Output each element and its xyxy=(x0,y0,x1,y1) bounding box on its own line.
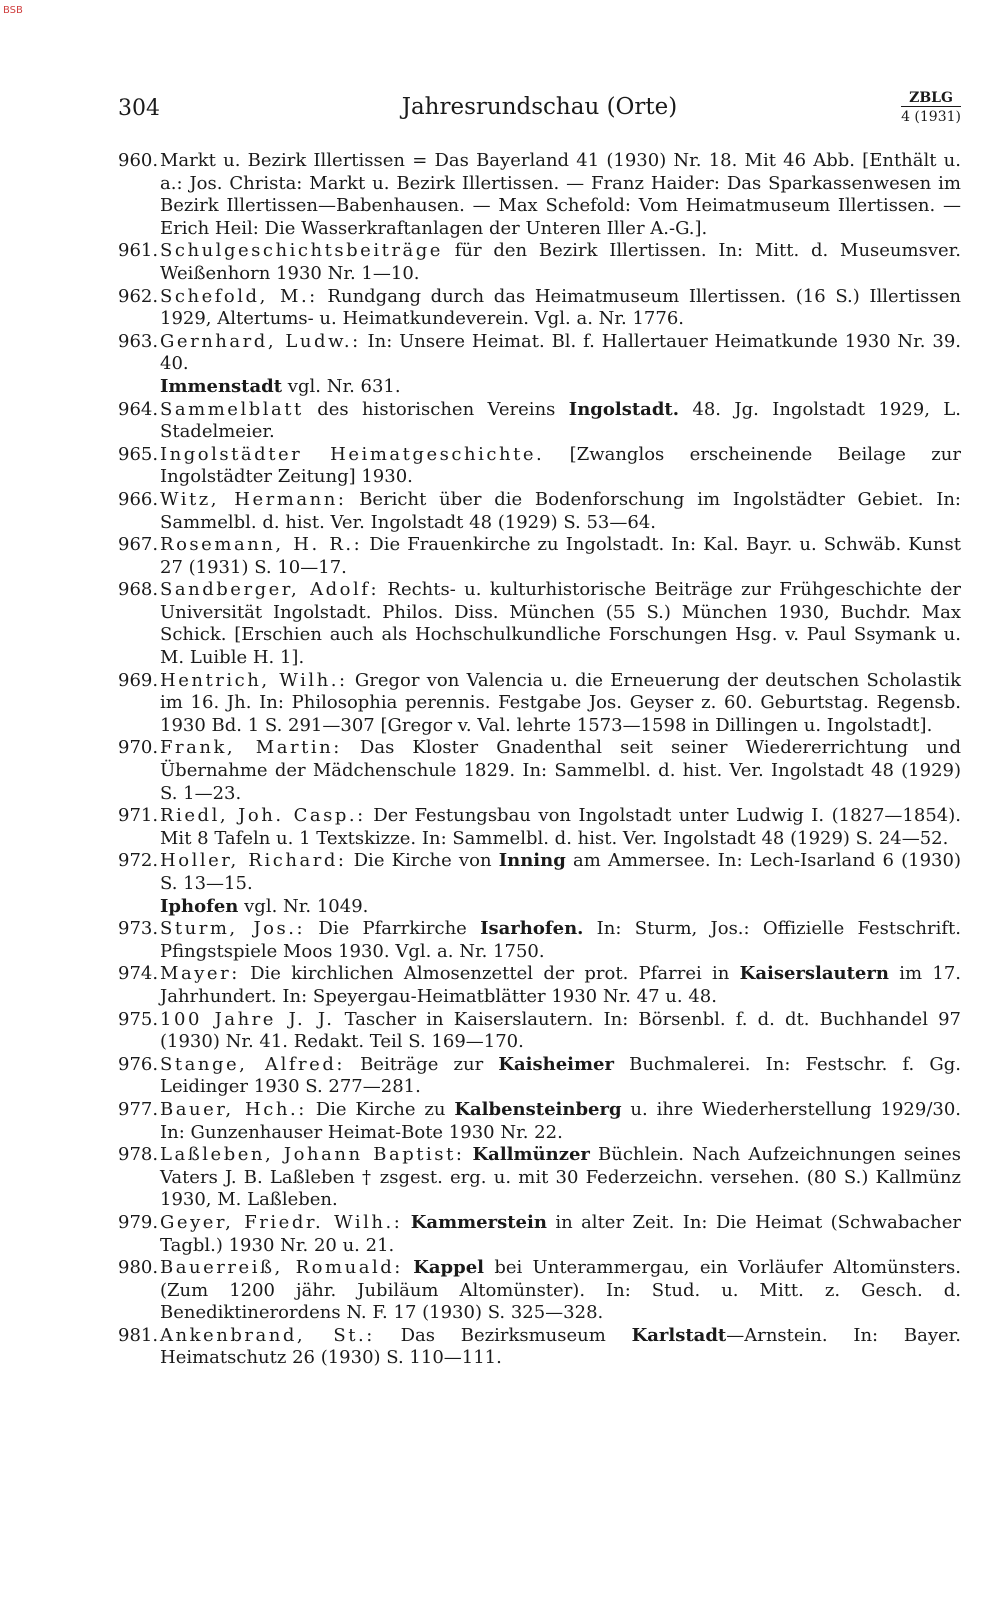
bibliography-entry xyxy=(118,286,961,331)
entry-number: 968. xyxy=(118,579,159,601)
entry-author: Ingolstädter Heimatgeschichte. xyxy=(160,443,545,465)
entry-author: Hentrich, Wilh.: xyxy=(160,669,348,691)
journal-ref xyxy=(901,90,961,125)
entry-text: Die Pfarrkirche Isarhofen. In: Sturm, Jos.: Offizielle Festschrift. Pfingstspiele Moos 1930. Vgl. a. Nr. 1750. xyxy=(160,918,961,962)
page-header xyxy=(118,90,961,134)
entry-text: Das Kloster Gnadenthal seit seiner Wiedererrichtung und Übernahme der Mädchenschule 1829. In: Sammelbl. d. hist. Ver. Ingolstadt 48 (1929) S. 1—23. xyxy=(160,737,961,804)
entry-author: Bauerreiß, Romuald: xyxy=(160,1257,403,1279)
entry-place: Immenstadt xyxy=(160,375,283,397)
bibliography-entry xyxy=(118,444,961,489)
entry-number: 981. xyxy=(118,1324,159,1346)
entry-number: 974. xyxy=(118,963,159,985)
entry-text: des historischen Vereins Ingolstadt. 48. Jg. Ingolstadt 1929, L. Stadelmeier. xyxy=(160,398,961,443)
cross-reference xyxy=(118,896,961,919)
bibliography-entry xyxy=(118,1009,961,1054)
entry-author: Geyer, Friedr. Wilh.: xyxy=(160,1211,403,1233)
entry-text: [Zwanglos erscheinende Beilage zur Ingolstädter Zeitung] 1930. xyxy=(160,443,961,488)
bibliography-entry xyxy=(118,579,961,669)
entry-author: Schefold, M.: xyxy=(160,285,318,307)
entry-author: Sturm, Jos.: xyxy=(160,918,306,940)
entry-text: Rechts- u. kulturhistorische Beiträge zur Frühgeschichte der Universität Ingolstadt. Philos. Diss. München (55 S.) München 1930, Buchdr. Max Schick. [Erschien auch als Hochschulkundliche Forschungen Hsg. v. Paul Ssymank u. M. Luible H. 1]. xyxy=(160,579,961,669)
entry-number: 964. xyxy=(118,398,159,420)
entry-number: 963. xyxy=(118,330,159,352)
bibliography-entry xyxy=(118,150,961,240)
bibliography-entry xyxy=(118,850,961,895)
entry-text: Gregor von Valencia u. die Erneuerung der deutschen Scholastik im 16. Jh. In: Philosophia perennis. Festgabe Jos. Geyser z. 60. Geburtstag. Regensb. 1930 Bd. 1 S. 291—307 [Gregor v. Val. lehrte 1573—1598 in Dillingen u. Ingolstadt]. xyxy=(160,669,961,736)
entry-place: Inning xyxy=(498,850,566,872)
entry-text: Der Festungsbau von Ingolstadt unter Ludwig I. (1827—1854). Mit 8 Tafeln u. 1 Textskizze. In: Sammelbl. d. hist. Ver. Ingolstadt 48 (1929) S. 24—52. xyxy=(160,805,961,849)
entry-number: 967. xyxy=(118,534,159,556)
bibliography-entry xyxy=(118,534,961,579)
entry-text: Bericht über die Bodenforschung im Ingolstädter Gebiet. In: Sammelbl. d. hist. Ver. Ingolstadt 48 (1929) S. 53—64. xyxy=(160,488,961,533)
entry-number: 976. xyxy=(118,1053,159,1075)
bibliography-entry xyxy=(118,399,961,444)
entry-place: Kallmünzer xyxy=(472,1144,590,1166)
entry-author: Frank, Martin: xyxy=(160,737,342,759)
entry-author: Laßleben, Johann Baptist: xyxy=(160,1144,465,1166)
entry-number: 962. xyxy=(118,285,159,307)
bibliography-entry xyxy=(118,1257,961,1325)
entry-author: Schulgeschichtsbeiträge xyxy=(160,240,443,262)
entry-number: 969. xyxy=(118,669,159,691)
entry-author: Ankenbrand, St.: xyxy=(160,1324,375,1346)
entry-text: für den Bezirk Illertissen. In: Mitt. d. Museumsver. Weißenhorn 1930 Nr. 1—10. xyxy=(160,240,961,284)
entry-text: Markt u. Bezirk Illertissen = Das Bayerland 41 (1930) Nr. 18. Mit 46 Abb. [Enthält u. a.: Jos. Christa: Markt u. Bezirk Illertissen. — Franz Haider: Das Sparkassenwesen im Bezirk Illertissen—Babenhausen. — Max Schefold: Vom Heimatmuseum Illertissen. — Erich Heil: Die Wasserkraftanlagen der Unteren Iller A.-G.]. xyxy=(160,150,961,239)
bibliography-entry xyxy=(118,805,961,850)
entry-place: Isarhofen. xyxy=(480,918,584,940)
bibliography-entry xyxy=(118,670,961,738)
entry-number: 961. xyxy=(118,240,159,262)
entry-author: Bauer, Hch.: xyxy=(160,1098,307,1120)
entry-place: Kammerstein xyxy=(410,1211,547,1233)
entry-text: Die Kirche von Inning am Ammersee. In: Lech-Isarland 6 (1930) S. 13—15. xyxy=(160,850,961,894)
entry-number: 970. xyxy=(118,737,159,759)
bibliography-entry xyxy=(118,737,961,805)
entry-number: 978. xyxy=(118,1144,159,1166)
entry-author: Stange, Alfred: xyxy=(160,1053,345,1075)
entry-author: Sammelblatt xyxy=(160,398,304,420)
entry-author: Witz, Hermann: xyxy=(160,488,347,510)
entry-author: Gernhard, Ludw.: xyxy=(160,330,361,352)
entry-text: Kallmünzer Büchlein. Nach Aufzeichnungen seines Vaters J. B. Laßleben † zsgest. erg. u. mit 30 Federzeichn. versehen. (80 S.) Kallmünz 1930, M. Laßleben. xyxy=(160,1144,961,1211)
entry-text: Das Bezirksmuseum Karlstadt—Arnstein. In: Bayer. Heimatschutz 26 (1930) S. 110—111. xyxy=(160,1324,961,1369)
running-title: Jahresrundschau (Orte) xyxy=(401,94,678,120)
entry-author: Holler, Richard: xyxy=(160,850,347,872)
bibliography-entry xyxy=(118,240,961,285)
entry-number: 960. xyxy=(118,150,159,171)
entry-place: Iphofen xyxy=(160,895,239,917)
entry-author: Mayer: xyxy=(160,963,240,985)
entry-text: Die kirchlichen Almosenzettel der prot. Pfarrei in Kaiserslautern im 17. Jahrhundert. In: Speyergau-Heimatblätter 1930 Nr. 47 u. 48. xyxy=(160,963,961,1007)
entry-place: Kaisheimer xyxy=(498,1053,614,1075)
entry-text: Tascher in Kaiserslautern. In: Börsenbl. f. d. dt. Buchhandel 97 (1930) Nr. 41. Redakt. Teil S. 169—170. xyxy=(160,1008,961,1053)
bibliography-entry xyxy=(118,918,961,963)
bibliography-entry xyxy=(118,1144,961,1212)
bibliography-list xyxy=(118,150,961,1370)
journal-volume: 4 (1931) xyxy=(901,106,961,125)
entry-place: Kappel xyxy=(413,1257,484,1279)
bibliography-entry xyxy=(118,1054,961,1099)
entry-place: Kaiserslautern xyxy=(739,963,889,985)
entry-number: 972. xyxy=(118,850,159,872)
journal-abbr: ZBLG xyxy=(909,90,953,106)
entry-number: 975. xyxy=(118,1008,159,1030)
entry-place: Ingolstadt. xyxy=(568,398,679,420)
entry-number: 973. xyxy=(118,918,159,940)
entry-text: Beiträge zur Kaisheimer Buchmalerei. In: Festschr. f. Gg. Leidinger 1930 S. 277—281. xyxy=(160,1053,961,1098)
entry-number: 966. xyxy=(118,488,159,510)
entry-place: Karlstadt xyxy=(631,1324,727,1346)
entry-text: Die Frauenkirche zu Ingolstadt. In: Kal. Bayr. u. Schwäb. Kunst 27 (1931) S. 10—17. xyxy=(160,534,961,578)
bibliography-entry xyxy=(118,1099,961,1144)
entry-number: 965. xyxy=(118,443,159,465)
entry-author: Rosemann, H. R.: xyxy=(160,534,363,556)
page-number: 304 xyxy=(118,96,160,121)
entry-text: Kammerstein in alter Zeit. In: Die Heimat (Schwabacher Tagbl.) 1930 Nr. 20 u. 21. xyxy=(160,1211,961,1256)
bibliography-entry xyxy=(118,1212,961,1257)
cross-reference xyxy=(118,376,961,399)
entry-text: Kappel bei Unterammergau, ein Vorläufer Altomünsters. (Zum 1200 jähr. Jubiläum Altomünster). In: Stud. u. Mitt. z. Gesch. d. Benediktinerordens N. F. 17 (1930) S. 325—328. xyxy=(160,1257,962,1324)
entry-author: Riedl, Joh. Casp.: xyxy=(160,805,366,827)
entry-text: vgl. Nr. 1049. xyxy=(244,895,369,917)
bibliography-entry xyxy=(118,331,961,376)
entry-text: vgl. Nr. 631. xyxy=(287,375,401,397)
bibliography-entry xyxy=(118,1325,961,1370)
entry-place: Kalbensteinberg xyxy=(454,1098,622,1120)
entry-number: 979. xyxy=(118,1211,159,1233)
entry-number: 977. xyxy=(118,1098,159,1120)
bibliography-entry xyxy=(118,963,961,1008)
entry-author: Sandberger, Adolf: xyxy=(160,579,380,601)
entry-number: 971. xyxy=(118,805,159,827)
entry-text: In: Unsere Heimat. Bl. f. Hallertauer Heimatkunde 1930 Nr. 39. 40. xyxy=(160,330,961,375)
library-stamp: BSB xyxy=(3,5,23,16)
entry-text: Rundgang durch das Heimatmuseum Illertissen. (16 S.) Illertissen 1929, Altertums- u. Heimatkundeverein. Vgl. a. Nr. 1776. xyxy=(160,285,961,330)
entry-number: 980. xyxy=(118,1257,159,1279)
entry-author: 100 Jahre J. J. xyxy=(160,1008,335,1030)
entry-text: Die Kirche zu Kalbensteinberg u. ihre Wiederherstellung 1929/30. In: Gunzenhauser Heimat-Bote 1930 Nr. 22. xyxy=(160,1098,962,1143)
bibliography-entry xyxy=(118,489,961,534)
